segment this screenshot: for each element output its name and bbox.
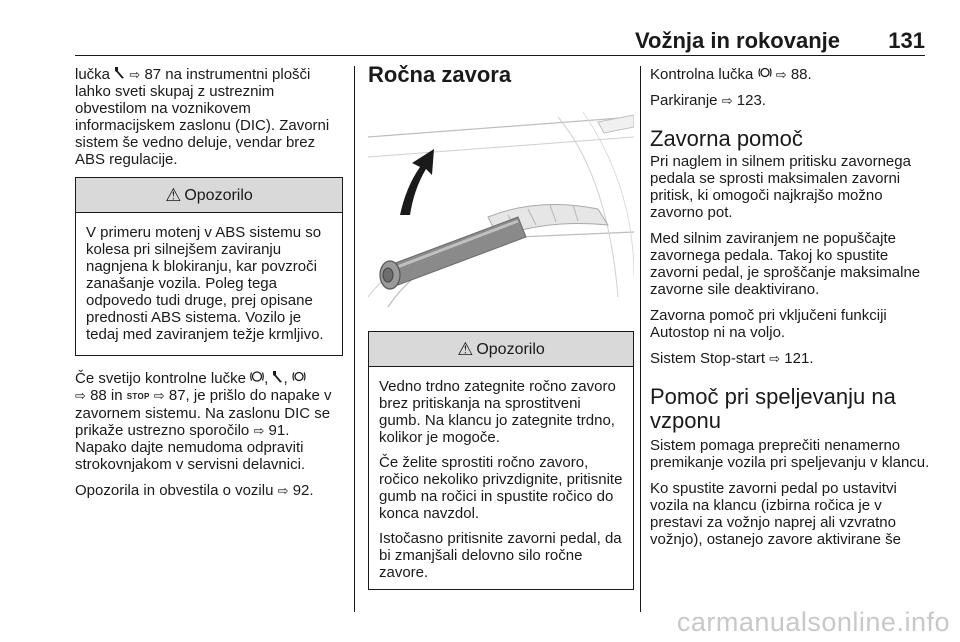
warning-text: V primeru motenj v ABS sistemu so kolesa pri silnejšem zaviranju nagnjena k blokiranju, kar povzroči zanašanje vozila. Poleg tega odpovedo tudi druge, prej opisane prednosti ABS sistema. Vozilo je tedaj med zaviranjem težje krmljivo.: [86, 224, 324, 343]
warning-text: Istočasno pritisnite zavorni pedal, da bi zmanjšali delovno silo ročne zavore.: [379, 530, 622, 581]
arrow-icon: ⇨: [721, 93, 733, 108]
paragraph: Med silnim zaviranjem ne popuščajte zavornega pedala. Takoj ko spustite zavorni pedal, je sproščanje maksimalne zavorne sile deaktivirano.: [650, 230, 921, 298]
paragraph: Kontrolna lučka ⇨ 88.: [650, 66, 812, 83]
arrow-icon: ⇨: [769, 351, 781, 366]
column-2: [368, 62, 634, 590]
arrow-icon: ⇨: [75, 388, 86, 403]
paragraph: Opozorila in obvestila o vozilu ⇨ 92.: [75, 482, 314, 499]
paragraph: Parkiranje ⇨ 123.: [650, 92, 766, 109]
watermark: carmanualsonline.info: [676, 607, 950, 637]
warning-triangle-icon: ⚠: [165, 184, 182, 205]
paragraph: Zavorna pomoč pri vključeni funkciji Autostop ni na voljo.: [650, 307, 887, 341]
warning-box: [368, 331, 634, 590]
warning-heading: Opozorilo: [184, 186, 253, 204]
arrow-icon: ⇨: [277, 483, 289, 498]
page-number: 131: [888, 28, 925, 53]
paragraph: Če svetijo kontrolne lučke , , ⇨ 88 in STOP ⇨ 87, je prišlo do napake v zavornem sistemu. Na zaslonu DIC se prikaže ustrezno sporočilo ⇨ 91. Napako dajte nemudoma odpraviti strokovnjakom v servisni delavnici.: [75, 370, 332, 473]
warning-header: [369, 332, 633, 367]
warning-triangle-icon: ⚠: [457, 338, 474, 359]
column-3: [650, 66, 930, 548]
warning-body: [369, 367, 633, 589]
header-rule: [75, 55, 925, 56]
column-divider: [640, 66, 641, 612]
handbrake-illustration: [368, 97, 634, 317]
stop-icon: STOP: [126, 392, 150, 401]
arrow-icon: ⇨: [253, 423, 265, 438]
warning-text: Če želite sprostiti ročno zavoro, ročico nekoliko privzdignite, pritisnite gumb na ročici in spustite ročico do konca navzdol.: [379, 454, 623, 522]
arrow-icon: ⇨: [775, 67, 787, 82]
wrench-icon: [272, 370, 283, 387]
section-heading: Zavorna pomoč: [650, 126, 803, 151]
wrench-icon: [114, 66, 125, 83]
page-title: Vožnja in rokovanje: [635, 28, 840, 53]
section-heading: Ročna zavora: [368, 62, 512, 87]
warning-box: [75, 177, 343, 356]
paragraph: Sistem Stop-start ⇨ 121.: [650, 350, 814, 367]
paragraph: lučka ⇨ 87 na instrumentni plošči lahko sveti skupaj z ustreznim obvestilom na voznikovem informacijskem zaslonu (DIC). Zavorni sistem še vedno deluje, vendar brez ABS regulacije.: [75, 66, 330, 168]
warning-heading: Opozorilo: [476, 340, 545, 358]
column-divider: [354, 66, 355, 612]
warning-text: Vedno trdno zategnite ročno zavoro brez pritiskanja na sprostitveni gumb. Na klancu jo zategnite trdno, kolikor je mogoče.: [379, 378, 616, 446]
warning-body: [76, 213, 342, 355]
abs-icon: [250, 370, 264, 387]
paragraph: Ko spustite zavorni pedal po ustavitvi vozila na klancu (izbirna ročica je v prestavi za vožnjo naprej ali vzvratno vožnjo), ostanejo zavore aktivirane še: [650, 480, 901, 548]
paragraph: Sistem pomaga preprečiti nenamerno premikanje vozila pri speljevanju v klancu.: [650, 437, 930, 471]
warning-header: [76, 178, 342, 213]
column-1: [75, 66, 343, 508]
brake-warning-icon: [758, 66, 772, 83]
brake-warning-icon: [292, 370, 306, 387]
paragraph: Pri naglem in silnem pritisku zavornega pedala se sprosti maksimalen zavorni pritisk, ki omogoči najkrajšo možno zavorno pot.: [650, 153, 911, 221]
section-heading: Pomoč pri speljevanju na vzponu: [650, 384, 896, 433]
arrow-icon: ⇨: [153, 388, 165, 403]
page-header: [75, 0, 925, 53]
arrow-icon: ⇨: [129, 67, 141, 82]
